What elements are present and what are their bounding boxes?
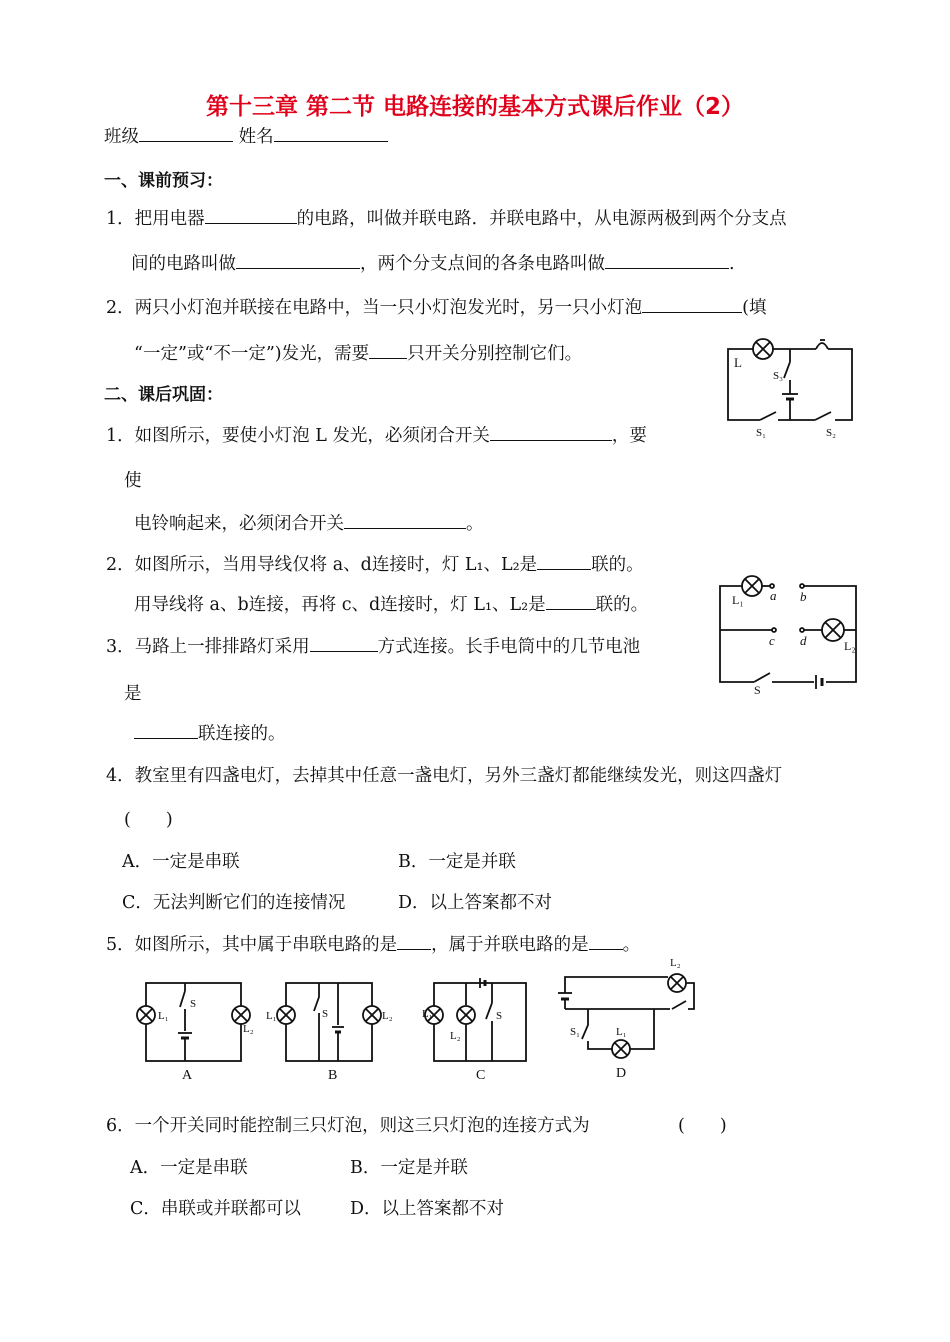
- header-row: [104, 123, 388, 148]
- s2-q5-text-a: 5．如图所示，其中属于串联电路的是: [106, 935, 398, 955]
- l1-label: L₁: [266, 1010, 277, 1022]
- s2-q3-blank-2[interactable]: [134, 722, 198, 739]
- wire: [630, 1009, 654, 1049]
- s2-q5-text-b: ，属于并联电路的是: [431, 935, 589, 955]
- switch-icon: [760, 412, 776, 420]
- s1-q1-text-a: 1．把用电器: [106, 209, 205, 229]
- lamp-label: L: [734, 355, 742, 370]
- s2-q1-blank-2[interactable]: [344, 512, 466, 529]
- s2-q3-line1: [106, 633, 640, 658]
- s1-q2-text-b: (填: [742, 298, 767, 318]
- wire: [588, 1041, 612, 1049]
- s3-label: S₃: [773, 370, 783, 382]
- s2-q6-option-b[interactable]: B．一定是并联: [350, 1158, 468, 1178]
- s1-q1-text-b: 的电路，叫做并联电路．并联电路中，从电源两极到两个分支点: [296, 209, 787, 229]
- wire: [286, 983, 372, 1061]
- l2-label: L₂: [243, 1023, 254, 1035]
- wire: [565, 977, 668, 993]
- s1-label: S₁: [570, 1026, 580, 1038]
- s-label: S: [754, 683, 761, 697]
- terminal-b: [800, 584, 804, 588]
- s2-q6-line: 6．一个开关同时能控制三只灯泡，则这三只灯泡的连接方式为: [106, 1116, 590, 1136]
- caption-d: D: [616, 1066, 627, 1081]
- s2-q2-text-d: 联的。: [595, 595, 649, 615]
- s2-q3-text-a: 3．马路上一排排路灯采用: [106, 637, 310, 657]
- s-label: S: [496, 1010, 503, 1022]
- s2-q1-line1: [106, 422, 647, 447]
- s1-label: S₁: [756, 427, 766, 439]
- switch-icon: [582, 1009, 588, 1039]
- s1-q1-line2: [131, 250, 735, 275]
- s-label: S: [322, 1008, 329, 1020]
- s1-q2-blank-1[interactable]: [642, 296, 742, 313]
- s2-q1-text-b: ，要: [611, 426, 647, 446]
- s1-q2-blank-2[interactable]: [369, 342, 407, 359]
- caption-b: B: [328, 1068, 338, 1083]
- caption-c: C: [476, 1068, 486, 1083]
- s2-q6-option-c[interactable]: C．串联或并联都可以: [130, 1199, 301, 1219]
- l1-label: L₁: [422, 1008, 433, 1020]
- s1-q1-blank-2[interactable]: [236, 252, 360, 269]
- switch-icon: [754, 673, 770, 682]
- s2-q5-line: [106, 931, 640, 956]
- l2-label: L₂: [450, 1030, 461, 1042]
- s2-q2-text-a: 2．如图所示，当用导线仅将 a、d连接时，灯 L₁、L₂是: [106, 555, 538, 575]
- s2-label: S₂: [826, 427, 836, 439]
- s2-q5-text-c: 。: [622, 935, 641, 955]
- s2-q2-text-b: 联的。: [591, 555, 644, 575]
- wire: [728, 349, 760, 420]
- switch-icon: [180, 991, 185, 1007]
- class-blank[interactable]: [139, 125, 233, 142]
- s2-q2-text-c: 用导线将 a、b连接，再将 c、d连接时，灯 L₁、L₂是: [134, 595, 546, 615]
- s2-q6-option-a[interactable]: A．一定是串联: [130, 1158, 248, 1178]
- b-label: b: [800, 589, 807, 604]
- s1-q2-text-a: 2．两只小灯泡并联接在电路中，当一只小灯泡发光时，另一只小灯泡: [106, 298, 643, 318]
- s2-q2-blank-1[interactable]: [537, 553, 591, 570]
- a-label: a: [770, 588, 777, 603]
- s1-q1-blank-3[interactable]: [605, 252, 729, 269]
- switch-icon: [784, 362, 790, 378]
- page-title: 第十三章 第二节 电路连接的基本方式课后作业（2）: [205, 94, 745, 120]
- circuit-diagram-d: [548, 955, 708, 1080]
- s2-q1-line2: 使: [124, 471, 142, 491]
- s2-q1-blank-1[interactable]: [490, 424, 612, 441]
- s1-q1-blank-1[interactable]: [205, 207, 297, 224]
- s2-q2-blank-2[interactable]: [546, 593, 596, 610]
- name-label: 姓名: [238, 127, 274, 147]
- circuit-diagram-a: [130, 975, 260, 1083]
- s2-q2-line1: [106, 551, 644, 576]
- terminal-d: [800, 628, 804, 632]
- s2-q1-text-d: 。: [466, 514, 484, 534]
- s2-q4-option-b[interactable]: B．一定是并联: [398, 852, 516, 872]
- c-label: c: [769, 633, 775, 648]
- s1-q2-text-d: 只开关分别控制它们。: [407, 344, 583, 364]
- l1-label: L₁: [616, 1026, 627, 1038]
- wire: [146, 983, 241, 1061]
- l1-label: L₁: [158, 1010, 169, 1022]
- wire: [434, 983, 526, 1061]
- s2-q3-line3: [134, 720, 286, 745]
- s1-q2-line1: [106, 294, 766, 319]
- s2-q1-text-c: 电铃响起来，必须闭合开关: [134, 514, 344, 534]
- switch-icon: [486, 1003, 492, 1019]
- circuit-diagram-c: [420, 975, 550, 1083]
- s2-q6-option-d[interactable]: D．以上答案都不对: [350, 1199, 505, 1219]
- s-label: S: [190, 998, 197, 1010]
- section-2-heading: 二、课后巩固：: [104, 385, 223, 405]
- s2-q3-blank-1[interactable]: [310, 635, 378, 652]
- s2-q4-option-c[interactable]: C．无法判断它们的连接情况: [122, 893, 346, 913]
- wire: [686, 983, 694, 1009]
- s2-q3-text-c: 联连接的。: [198, 724, 286, 744]
- s2-q4-option-d[interactable]: D．以上答案都不对: [398, 893, 553, 913]
- s1-q1-text-c: 间的电路叫做: [131, 254, 236, 274]
- terminal-c: [772, 628, 776, 632]
- s1-q2-line2: [134, 340, 582, 365]
- s2-q2-line2: [134, 591, 648, 616]
- l2-label: L₂: [382, 1010, 393, 1022]
- caption-a: A: [182, 1068, 193, 1083]
- s2-q4-option-a[interactable]: A．一定是串联: [122, 852, 240, 872]
- wire: [828, 349, 852, 420]
- name-blank[interactable]: [274, 125, 388, 142]
- d-label: d: [800, 633, 807, 648]
- class-label: 班级: [104, 127, 139, 147]
- l1-label: L₁: [732, 593, 744, 607]
- s2-q3-text-b: 方式连接。长手电筒中的几节电池: [377, 637, 641, 657]
- circuit-diagram-terminals: [714, 572, 864, 697]
- s2-q1-line3: [134, 510, 484, 535]
- s2-q4-line1: 4．教室里有四盏电灯，去掉其中任意一盏电灯，另外三盏灯都能继续发光，则这四盏灯: [106, 766, 783, 786]
- switch-icon: [314, 983, 319, 1011]
- s2-q6-paren[interactable]: ( ): [678, 1116, 727, 1136]
- s1-q2-text-c: “一定”或“不一定”)发光，需要: [134, 344, 370, 364]
- s1-q1-text-d: ，两个分支点间的各条电路叫做: [360, 254, 605, 274]
- l2-label: L₂: [844, 639, 856, 653]
- circuit-diagram-bell: [720, 332, 860, 444]
- s1-q1-text-e: .: [729, 254, 735, 274]
- switch-icon: [672, 1001, 686, 1009]
- l2-label: L₂: [670, 957, 681, 969]
- s2-q5-blank-2[interactable]: [589, 933, 623, 950]
- circuit-diagram-b: [262, 975, 397, 1083]
- s2-q5-blank-1[interactable]: [397, 933, 431, 950]
- s2-q3-line2: 是: [124, 684, 142, 704]
- s2-q4-paren[interactable]: ( ): [124, 810, 173, 830]
- s1-q1-line1: [106, 205, 787, 230]
- section-1-heading: 一、课前预习：: [104, 171, 223, 191]
- switch-icon: [815, 412, 831, 420]
- bell-icon: [816, 343, 828, 349]
- s2-q1-text-a: 1．如图所示，要使小灯泡 L 发光，必须闭合开关: [106, 426, 490, 446]
